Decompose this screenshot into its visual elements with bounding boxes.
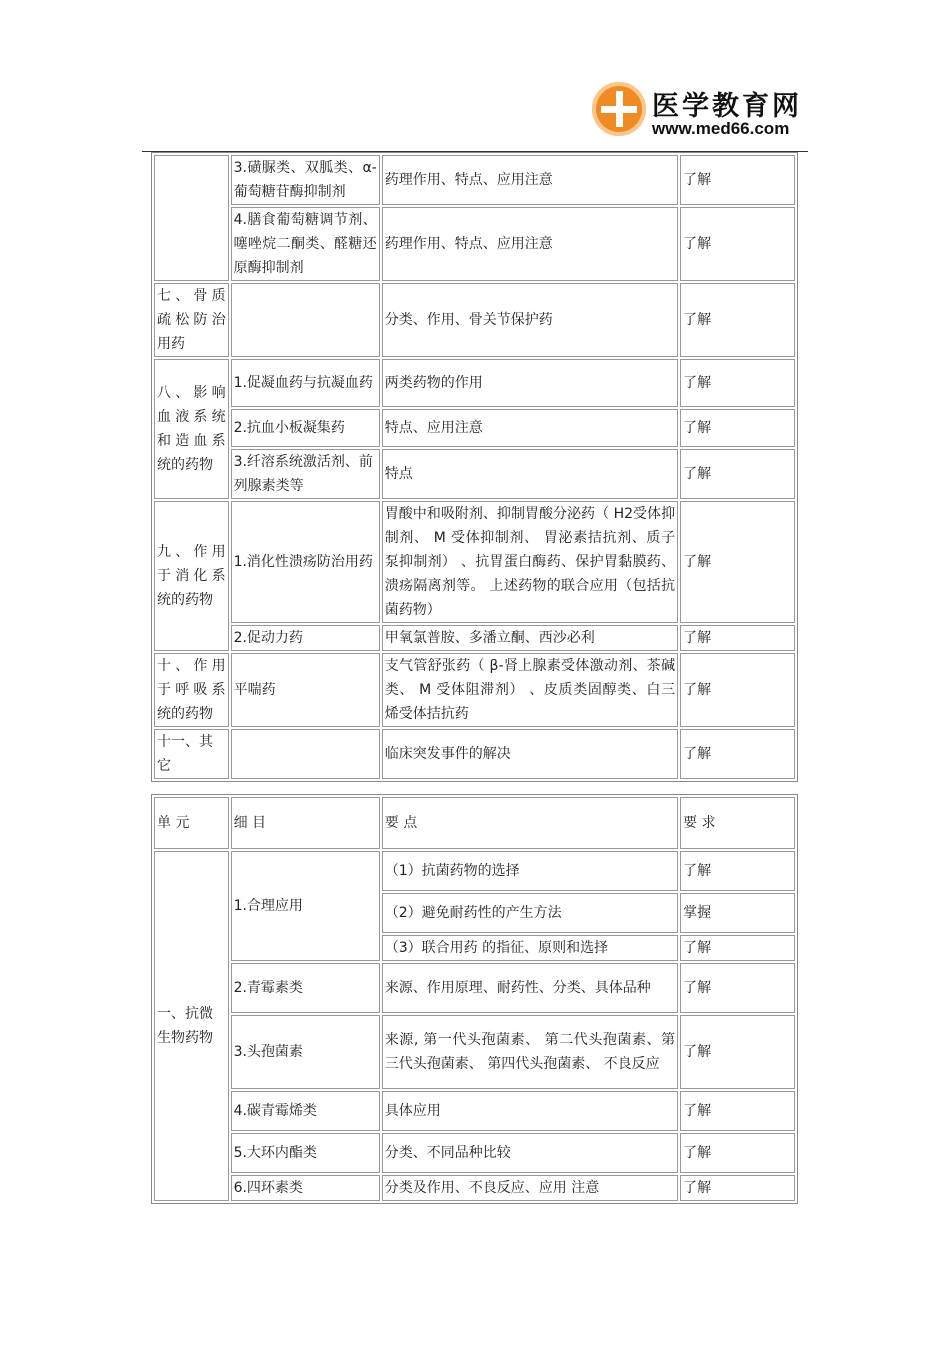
point-cell: 临床突发事件的解决	[382, 729, 678, 779]
unit-cell: 十一、其它	[154, 729, 229, 779]
point-cell: 支气管舒张药（ β-肾上腺素受体激动剂、茶碱类、 M 受体阻滞剂） 、皮质类固醇类、白三烯受体拮抗药	[382, 653, 678, 727]
item-cell: 4.膳食葡萄糖调节剂、噻唑烷二酮类、醛糖还原酶抑制剂	[231, 207, 380, 281]
table-row	[154, 729, 795, 779]
requirement-cell: 了解	[680, 501, 795, 623]
point-cell: 甲氧氯普胺、多潘立酮、西沙必利	[382, 625, 678, 651]
table-row	[154, 1091, 795, 1131]
requirement-cell: 了解	[680, 155, 795, 205]
item-cell: 平喘药	[231, 653, 380, 727]
point-cell: 来源, 第一代头孢菌素、 第二代头孢菌素、第三代头孢菌素、 第四代头孢菌素、 不良反应	[382, 1015, 678, 1089]
point-cell: 药理作用、特点、应用注意	[382, 155, 678, 205]
logo-name: 医学教育网	[652, 91, 802, 122]
point-cell: 具体应用	[382, 1091, 678, 1131]
table-row	[154, 963, 795, 1013]
logo-url: www.med66.com	[652, 119, 790, 138]
item-cell: 6.四环素类	[231, 1175, 380, 1201]
requirement-cell: 了解	[680, 409, 795, 447]
requirement-cell: 了解	[680, 851, 795, 891]
requirement-cell: 了解	[680, 935, 795, 961]
table-header-row	[154, 797, 795, 849]
point-cell: 分类、不同品种比较	[382, 1133, 678, 1173]
table-row	[154, 359, 795, 407]
point-cell: （1）抗菌药物的选择	[382, 851, 678, 891]
unit-cell: 十、作用于呼吸系统的药物	[154, 653, 229, 727]
table-row	[154, 207, 795, 281]
item-cell: 1.促凝血药与抗凝血药	[231, 359, 380, 407]
unit-cell: 七、骨质疏松防治用药	[154, 283, 229, 357]
point-cell: （3）联合用药 的指征、原则和选择	[382, 935, 678, 961]
requirement-cell: 了解	[680, 729, 795, 779]
item-cell: 3.纤溶系统激活剂、前列腺素类等	[231, 449, 380, 499]
header-item: 细 目	[231, 797, 380, 849]
table-row	[154, 653, 795, 727]
table-row	[154, 1175, 795, 1201]
item-cell: 2.促动力药	[231, 625, 380, 651]
table-row	[154, 283, 795, 357]
requirement-cell: 了解	[680, 1015, 795, 1089]
table-row	[154, 1015, 795, 1089]
unit-cell: 一、抗微生物药物	[154, 851, 229, 1201]
item-cell: 2.青霉素类	[231, 963, 380, 1013]
header-requirement: 要 求	[680, 797, 795, 849]
point-cell: 分类及作用、不良反应、应用 注意	[382, 1175, 678, 1201]
requirement-cell: 了解	[680, 625, 795, 651]
point-cell: 特点、应用注意	[382, 409, 678, 447]
requirement-cell: 了解	[680, 1133, 795, 1173]
requirement-cell: 了解	[680, 1175, 795, 1201]
syllabus-table-2	[151, 794, 798, 1204]
point-cell: 特点	[382, 449, 678, 499]
point-cell: （2）避免耐药性的产生方法	[382, 893, 678, 933]
item-cell: 5.大环内酯类	[231, 1133, 380, 1173]
item-cell	[231, 729, 380, 779]
requirement-cell: 掌握	[680, 893, 795, 933]
point-cell: 药理作用、特点、应用注意	[382, 207, 678, 281]
requirement-cell: 了解	[680, 359, 795, 407]
item-cell: 4.碳青霉烯类	[231, 1091, 380, 1131]
table-row	[154, 409, 795, 447]
table-row	[154, 449, 795, 499]
unit-cell	[154, 155, 229, 281]
table-row	[154, 851, 795, 891]
table-row	[154, 1133, 795, 1173]
requirement-cell: 了解	[680, 1091, 795, 1131]
requirement-cell: 了解	[680, 207, 795, 281]
point-cell: 来源、作用原理、耐药性、分类、具体品种	[382, 963, 678, 1013]
requirement-cell: 了解	[680, 449, 795, 499]
item-cell: 2.抗血小板凝集药	[231, 409, 380, 447]
point-cell: 胃酸中和吸附剂、抑制胃酸分泌药（ H2受体抑制剂、 M 受体抑制剂、 胃泌素拮抗剂、质子泵抑制剂） 、抗胃蛋白酶药、保护胃黏膜药、 溃疡隔离剂等。 上述药物的联合应用（包括抗菌药物）	[382, 501, 678, 623]
item-cell: 3.头孢菌素	[231, 1015, 380, 1089]
item-cell	[231, 283, 380, 357]
point-cell: 两类药物的作用	[382, 359, 678, 407]
header-point: 要 点	[382, 797, 678, 849]
item-cell: 3.磺脲类、双胍类、α-葡萄糖苷酶抑制剂	[231, 155, 380, 205]
point-cell: 分类、作用、骨关节保护药	[382, 283, 678, 357]
requirement-cell: 了解	[680, 283, 795, 357]
table-row	[154, 625, 795, 651]
syllabus-table-1	[151, 152, 798, 782]
table-row	[154, 155, 795, 205]
requirement-cell: 了解	[680, 963, 795, 1013]
item-cell: 1.消化性溃疡防治用药	[231, 501, 380, 623]
unit-cell: 九、作用于消化系统的药物	[154, 501, 229, 651]
medical-cross-icon	[592, 82, 646, 136]
table-row	[154, 501, 795, 623]
requirement-cell: 了解	[680, 653, 795, 727]
unit-cell: 八、影响血液系统和造血系统的药物	[154, 359, 229, 499]
header-unit: 单 元	[154, 797, 229, 849]
site-logo	[592, 80, 807, 144]
item-cell: 1.合理应用	[231, 851, 380, 961]
